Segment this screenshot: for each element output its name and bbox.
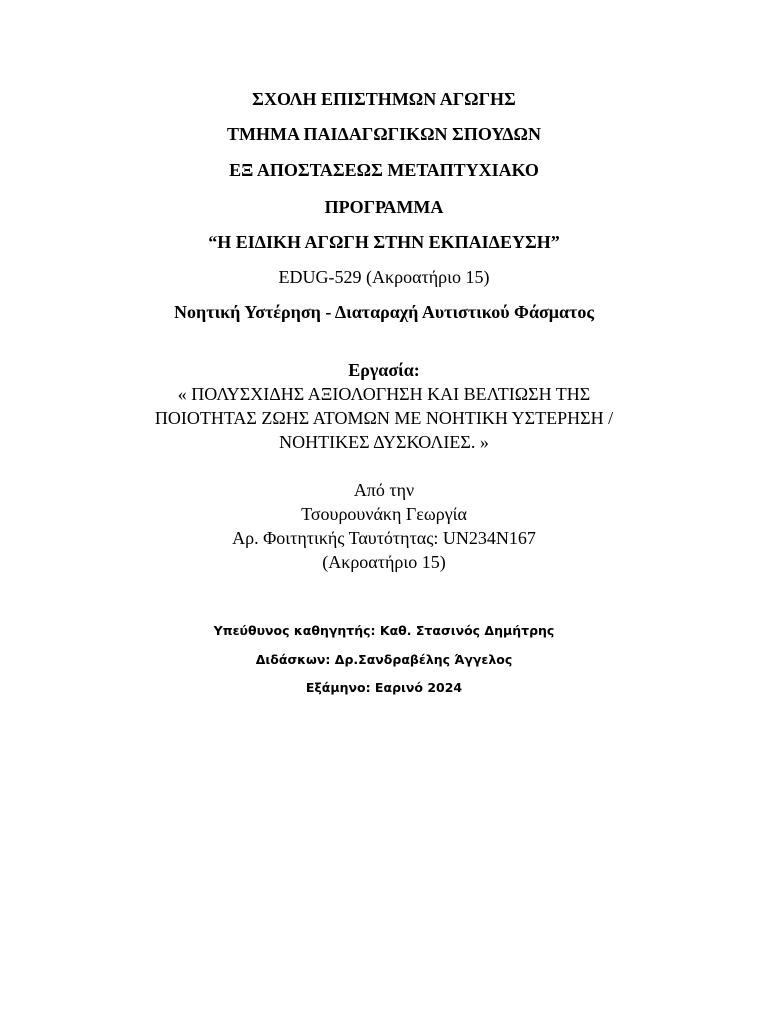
- department-name: ΤΜΗΜΑ ΠΑΙΔΑΓΩΓΙΚΩΝ ΣΠΟΥΔΩΝ: [227, 124, 541, 144]
- program-line-2: ΠΡΟΓΡΑΜΜΑ: [324, 197, 444, 217]
- author-from-label: Από την: [353, 480, 415, 500]
- course-code: EDUG-529 (Ακροατήριο 15): [278, 267, 490, 287]
- program-name: “Η ΕΙΔΙΚΗ ΑΓΩΓΗ ΣΤΗΝ ΕΚΠΑΙΔΕΥΣΗ”: [208, 232, 560, 252]
- assignment-title-line-1: « ΠΟΛΥΣΧΙΔΗΣ ΑΞΙΟΛΟΓΗΣΗ ΚΑΙ ΒΕΛΤΙΩΣΗ ΤΗΣ: [177, 384, 591, 404]
- author-group: (Ακροατήριο 15): [322, 552, 446, 572]
- school-name: ΣΧΟΛΗ ΕΠΙΣΤΗΜΩΝ ΑΓΩΓΗΣ: [252, 89, 516, 109]
- semester: Εξάμηνο: Εαρινό 2024: [305, 680, 463, 695]
- assignment-title-line-3: ΝΟΗΤΙΚΕΣ ΔΥΣΚΟΛΙΕΣ. »: [279, 432, 489, 452]
- assignment-title-line-2: ΠΟΙΟΤΗΤΑΣ ΖΩΗΣ ΑΤΟΜΩΝ ΜΕ ΝΟΗΤΙΚΗ ΥΣΤΕΡΗΣΗ /: [154, 408, 614, 428]
- supervisor: Υπεύθυνος καθηγητής: Καθ. Στασινός Δημήτρης: [213, 623, 555, 638]
- instructor: Διδάσκων: Δρ.Σανδραβέλης Άγγελος: [255, 652, 513, 667]
- author-name: Τσουρουνάκη Γεωργία: [301, 504, 467, 524]
- program-line-1: ΕΞ ΑΠΟΣΤΑΣΕΩΣ ΜΕΤΑΠΤΥΧΙΑΚΟ: [229, 160, 539, 180]
- student-id: Αρ. Φοιτητικής Ταυτότητας: UN234N167: [232, 528, 536, 548]
- course-title: Νοητική Υστέρηση - Διαταραχή Αυτιστικού Φάσματος: [174, 302, 594, 322]
- assignment-label: Εργασία:: [348, 360, 420, 380]
